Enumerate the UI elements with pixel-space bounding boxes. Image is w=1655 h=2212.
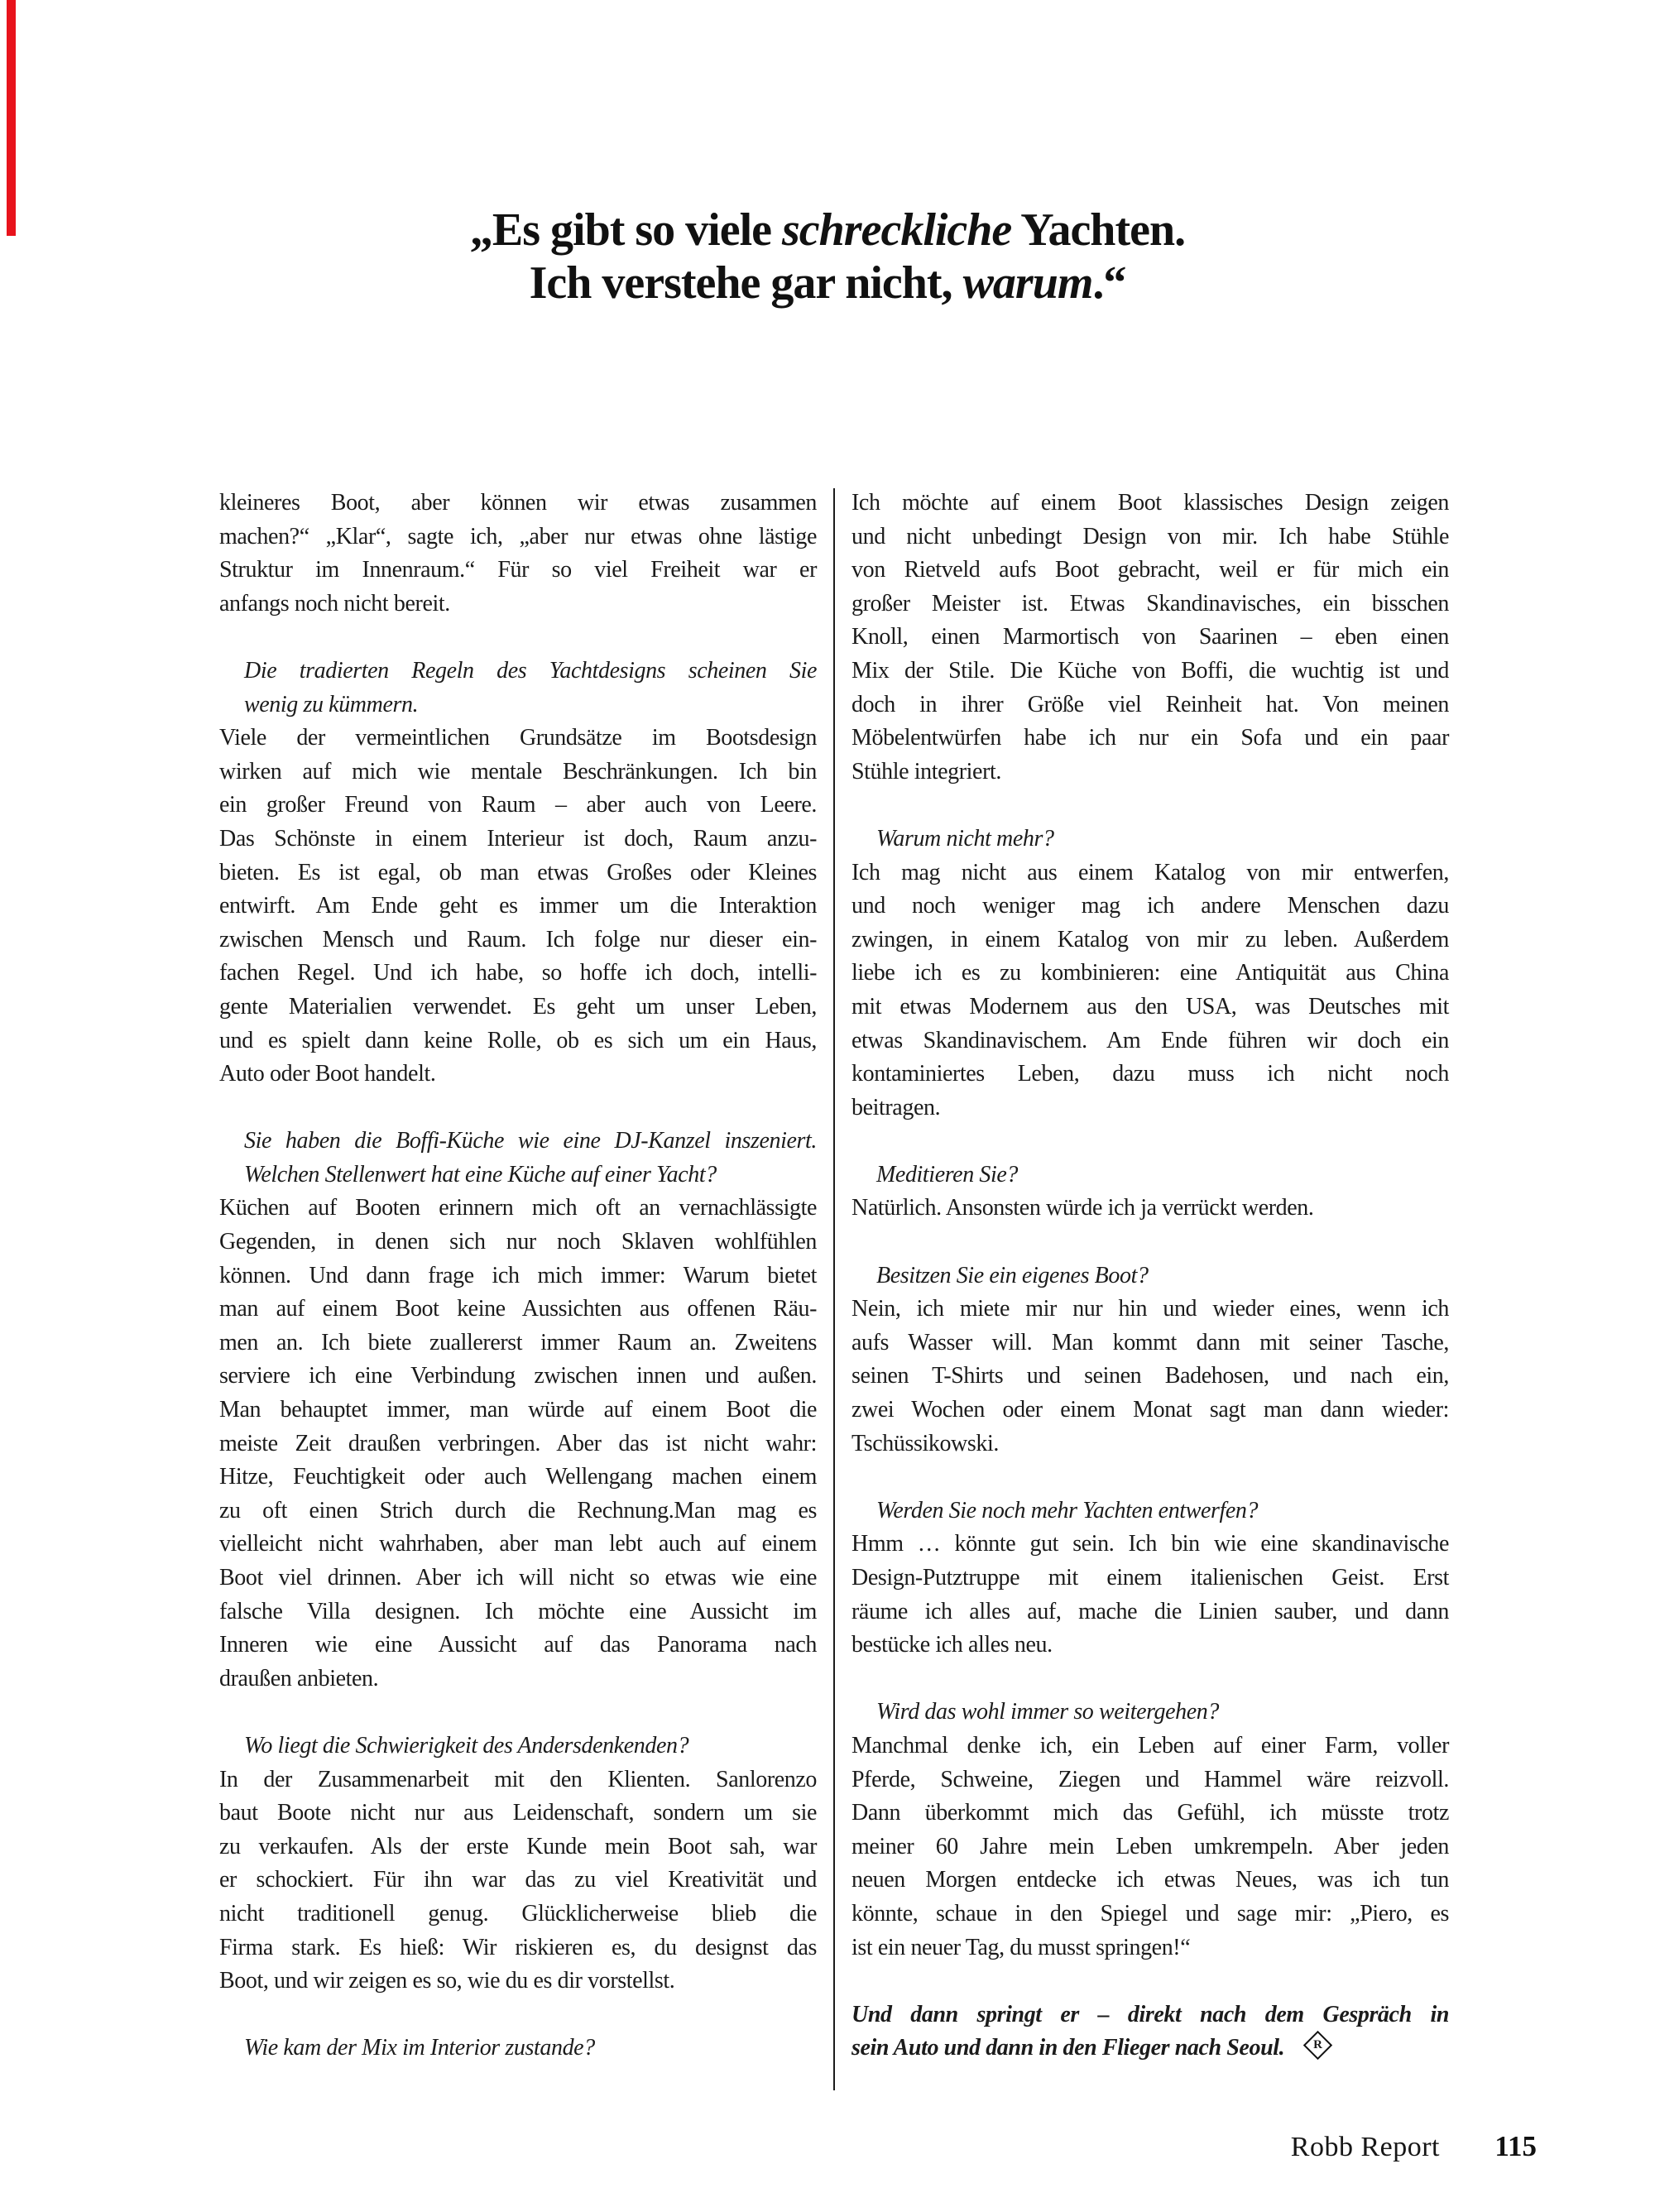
headline-italic-segment: schreckliche: [782, 204, 1012, 256]
footer-magazine-name: Robb Report: [1290, 2132, 1440, 2162]
text-line: Boot, und wir zeigen es so, wie du es dir vorstellst.: [219, 1968, 675, 1994]
text-line: Man behauptet immer, man würde auf einem Boot die: [219, 1397, 817, 1423]
footer-page-number: 115: [1494, 2130, 1537, 2162]
text-line: Welchen Stellenwert hat eine Küche auf einer Yacht?: [244, 1161, 717, 1188]
text-line: wenig zu kümmern.: [244, 691, 419, 717]
text-line: Dann überkommt mich das Gefühl, ich müsste trotz: [851, 1800, 1449, 1826]
end-mark-letter: R: [1313, 2038, 1323, 2052]
headline-segment: „Es gibt so viele: [469, 204, 783, 256]
text-line: Meditieren Sie?: [876, 1161, 1019, 1188]
text-line: Ich möchte auf einem Boot klassisches Design zeigen: [851, 490, 1449, 516]
text-line: man auf einem Boot keine Aussichten aus offenen Räu-: [219, 1296, 817, 1322]
headline-segment: .“: [1092, 257, 1126, 309]
text-line: Wird das wohl immer so weitergehen?: [876, 1699, 1220, 1725]
text-line: Natürlich. Ansonsten würde ich ja verrückt werden.: [851, 1195, 1314, 1221]
text-line: Firma stark. Es hieß: Wir riskieren es, du designst das: [219, 1934, 817, 1960]
interview-question: [219, 1125, 817, 1192]
interview-question: [219, 2032, 817, 2066]
text-line: falsche Villa designen. Ich möchte eine Aussicht im: [219, 1598, 817, 1624]
text-line: Mix der Stile. Die Küche von Boffi, die wuchtig ist und: [851, 657, 1449, 684]
text-line: nicht traditionell genug. Glücklicherweise blieb die: [219, 1900, 817, 1927]
text-line: ist ein neuer Tag, du musst springen!“: [851, 1934, 1191, 1960]
closing-note: [851, 1998, 1449, 2066]
text-line: Struktur im Innenraum.“ Für so viel Freiheit war er: [219, 557, 817, 583]
text-line: Knoll, einen Marmortisch von Saarinen – eben einen: [851, 624, 1449, 650]
text-line: machen?“ „Klar“, sagte ich, „aber nur etwas ohne lästige: [219, 523, 817, 549]
text-line: Viele der vermeintlichen Grundsätze im Bootsdesign: [219, 725, 817, 751]
text-line: Auto oder Boot handelt.: [219, 1061, 436, 1087]
interview-answer: [851, 1293, 1449, 1461]
text-line: Ich mag nicht aus einem Katalog von mir entwerfen,: [851, 859, 1449, 885]
text-line: liebe ich es zu kombinieren: eine Antiquität aus China: [851, 960, 1449, 986]
text-line: Nein, ich miete mir nur hin und wieder eines, wenn ich: [851, 1296, 1449, 1322]
text-line: beitragen.: [851, 1094, 941, 1120]
text-line: Die tradierten Regeln des Yachtdesigns scheinen Sie: [244, 657, 817, 684]
text-line: Und dann springt er – direkt nach dem Gespräch in: [851, 2001, 1449, 2027]
text-line: Gegenden, in denen sich nur noch Sklaven wohlfühlen: [219, 1229, 817, 1255]
text-line: Sie haben die Boffi-Küche wie eine DJ-Kanzel inszeniert.: [244, 1128, 817, 1154]
interview-answer: [851, 1528, 1449, 1662]
text-line: Design-Putztruppe mit einem italienischen Geist. Erst: [851, 1565, 1449, 1591]
text-line: könnte, schaue in den Spiegel und sage mir: „Piero, es: [851, 1900, 1449, 1927]
text-line: gente Materialien verwendet. Es geht um unser Leben,: [219, 993, 817, 1020]
text-line: Tschüssikowski.: [851, 1430, 999, 1456]
headline-line: [0, 257, 1655, 309]
text-line: Boot viel drinnen. Aber ich will nicht so etwas wie eine: [219, 1565, 817, 1591]
interview-question: [851, 1159, 1449, 1192]
text-line: und noch weniger mag ich andere Menschen dazu: [851, 893, 1449, 919]
headline-line: [0, 204, 1655, 257]
column-divider-rule: [833, 488, 835, 2090]
text-line: mit etwas Modernem aus den USA, was Deutsches mit: [851, 993, 1449, 1020]
interview-answer: [219, 722, 817, 1092]
interview-question: [851, 823, 1449, 856]
interview-answer: [851, 1730, 1449, 1965]
text-line: zu oft einen Strich durch die Rechnung.Man mag es: [219, 1497, 817, 1523]
text-line: Das Schönste in einem Interieur ist doch, Raum anzu-: [219, 825, 817, 852]
interview-answer: [851, 1192, 1449, 1226]
text-line: bieten. Es ist egal, ob man etwas Großes oder Kleines: [219, 859, 817, 885]
text-line: zu verkaufen. Als der erste Kunde mein Boot sah, war: [219, 1833, 817, 1859]
text-line: seinen T-Shirts und seinen Badehosen, und nach ein,: [851, 1363, 1449, 1389]
interview-question: [851, 1495, 1449, 1528]
interview-answer: [851, 487, 1449, 789]
headline-segment: Ich verstehe gar nicht,: [529, 257, 963, 309]
text-line: Möbelentwürfen habe ich nur ein Sofa und ein paar: [851, 725, 1449, 751]
text-line: und nicht unbedingt Design von mir. Ich habe Stühle: [851, 523, 1449, 549]
pull-quote-headline: [0, 204, 1655, 309]
interview-question: [851, 1696, 1449, 1730]
red-edge-mark: [7, 0, 16, 236]
text-line: großer Meister ist. Etwas Skandinavisches, ein bisschen: [851, 590, 1449, 617]
text-line: In der Zusammenarbeit mit den Klienten. Sanlorenzo: [219, 1766, 817, 1792]
text-line: Inneren wie eine Aussicht auf das Panorama nach: [219, 1632, 817, 1658]
text-line: räume ich alles auf, mache die Linien sauber, und dann: [851, 1598, 1449, 1624]
interview-answer: [219, 1192, 817, 1696]
text-line: Werden Sie noch mehr Yachten entwerfen?: [876, 1497, 1259, 1523]
text-line: Manchmal denke ich, ein Leben auf einer Farm, voller: [851, 1732, 1449, 1759]
text-line: anfangs noch nicht bereit.: [219, 590, 450, 617]
text-line: serviere ich eine Verbindung zwischen innen und außen.: [219, 1363, 817, 1389]
text-line: Küchen auf Booten erinnern mich oft an vernachlässigte: [219, 1195, 817, 1221]
interview-answer: [219, 1763, 817, 1998]
text-line: können. Und dann frage ich mich immer: Warum bietet: [219, 1262, 817, 1288]
text-line: entwirft. Am Ende geht es immer um die Interaktion: [219, 893, 817, 919]
text-line: Hitze, Feuchtigkeit oder auch Wellengang machen einem: [219, 1464, 817, 1490]
text-line: ein großer Freund von Raum – aber auch von Leere.: [219, 792, 817, 818]
text-line: zwingen, in einem Katalog von mir zu leben. Außerdem: [851, 926, 1449, 952]
headline-italic-segment: warum: [962, 257, 1093, 309]
text-line: meiste Zeit draußen verbringen. Aber das ist nicht wahr:: [219, 1430, 817, 1456]
text-line: kontaminiertes Leben, dazu muss ich nicht noch: [851, 1061, 1449, 1087]
text-line: Pferde, Schweine, Ziegen und Hammel wäre reizvoll.: [851, 1766, 1449, 1792]
text-line: etwas Skandinavischem. Am Ende führen wir doch ein: [851, 1027, 1449, 1053]
text-line: zwei Wochen oder einem Monat sagt man dann wieder:: [851, 1397, 1449, 1423]
article-column-right: [851, 487, 1449, 2066]
interview-question: [851, 1260, 1449, 1293]
text-line: Wie kam der Mix im Interior zustande?: [244, 2035, 595, 2061]
text-line: und es spielt dann keine Rolle, ob es sich um ein Haus,: [219, 1027, 817, 1053]
text-line: neuen Morgen entdecke ich etwas Neues, was ich tun: [851, 1867, 1449, 1893]
interview-question: [219, 1730, 817, 1763]
text-line: fachen Regel. Und ich habe, so hoffe ich doch, intelli-: [219, 960, 817, 986]
text-line: aufs Wasser will. Man kommt dann mit seiner Tasche,: [851, 1329, 1449, 1356]
text-line: Warum nicht mehr?: [876, 825, 1054, 852]
text-line: meiner 60 Jahre mein Leben umkrempeln. Aber jeden: [851, 1833, 1449, 1859]
text-line: vielleicht nicht wahrhaben, aber man lebt auch auf einem: [219, 1531, 817, 1557]
text-line: doch in ihrer Größe viel Reinheit hat. Von meinen: [851, 691, 1449, 717]
text-line: von Rietveld aufs Boot gebracht, weil er für mich ein: [851, 557, 1449, 583]
text-line: wirken auf mich wie mentale Beschränkungen. Ich bin: [219, 758, 817, 785]
interview-answer: [219, 487, 817, 621]
text-line: baut Boote nicht nur aus Leidenschaft, sondern um sie: [219, 1800, 817, 1826]
text-line: Besitzen Sie ein eigenes Boot?: [876, 1262, 1149, 1288]
text-line: er schockiert. Für ihn war das zu viel Kreativität und: [219, 1867, 817, 1893]
text-line: Wo liegt die Schwierigkeit des Andersdenkenden?: [244, 1732, 689, 1759]
text-line: Hmm … könnte gut sein. Ich bin wie eine skandinavische: [851, 1531, 1449, 1557]
text-line: bestücke ich alles neu.: [851, 1632, 1053, 1658]
text-line: draußen anbieten.: [219, 1665, 379, 1691]
headline-segment: Yachten.: [1011, 204, 1186, 256]
text-line: kleineres Boot, aber können wir etwas zusammen: [219, 490, 817, 516]
text-line: Stühle integriert.: [851, 758, 1001, 785]
text-line: zwischen Mensch und Raum. Ich folge nur dieser ein-: [219, 926, 817, 952]
text-line: men an. Ich biete zuallererst immer Raum an. Zweitens: [219, 1329, 817, 1356]
interview-question: [219, 655, 817, 722]
text-line: sein Auto und dann in den Flieger nach Seoul. R: [851, 2032, 1449, 2066]
article-column-left: [219, 487, 817, 2066]
interview-answer: [851, 856, 1449, 1125]
diamond-r-end-mark-icon: [1303, 2031, 1332, 2060]
